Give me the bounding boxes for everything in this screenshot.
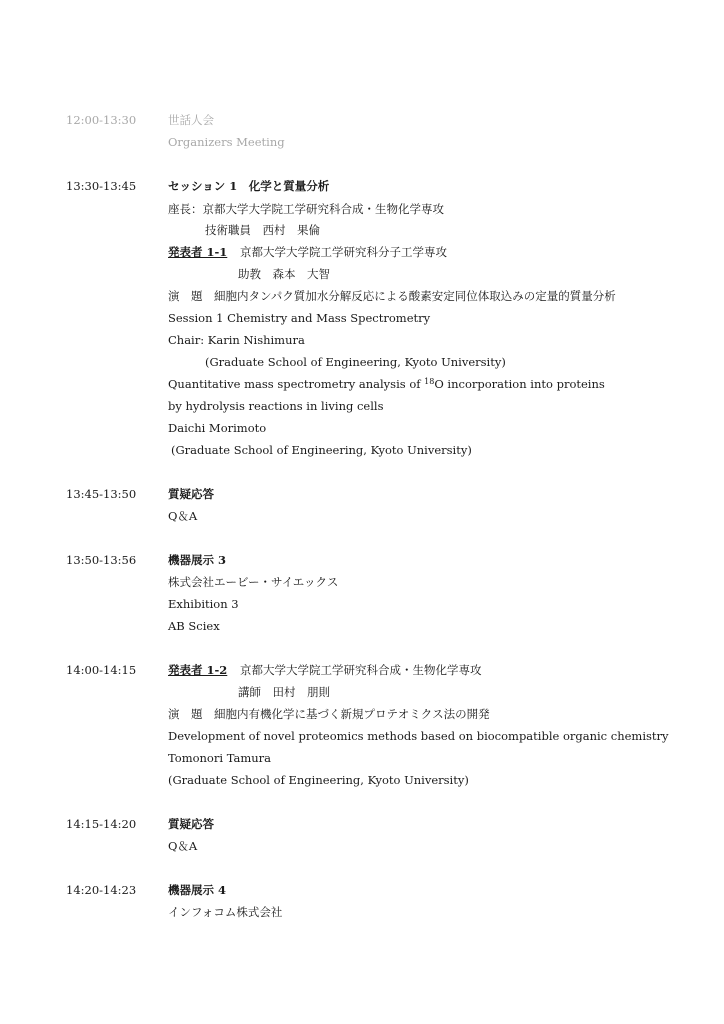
session-title-en: Session 1 Chemistry and Mass Spectrometry xyxy=(168,311,431,325)
exhibit-heading: 機器展示 4 xyxy=(168,883,227,897)
talk-title-en-pre: Quantitative mass spectrometry analysis of xyxy=(168,377,425,391)
talk-title-en-post: O incorporation into proteins xyxy=(434,377,605,391)
presenter-label: 発表者 1-1 xyxy=(168,245,228,259)
presenter-name-ja: 講師 田村 朋則 xyxy=(238,685,330,699)
time-slot: 14:20-14:23 xyxy=(66,883,137,897)
time-slot: 13:45-13:50 xyxy=(66,487,137,501)
session-heading: セッション 1 化学と質量分析 xyxy=(168,179,330,193)
chair-en: Chair: Karin Nishimura xyxy=(168,333,305,347)
speaker-affiliation-en: (Graduate School of Engineering, Kyoto University) xyxy=(171,443,472,457)
talk-title-en-line1 xyxy=(168,376,605,392)
presenter-name-ja: 助教 森本 大智 xyxy=(238,267,330,281)
talk-title-en: Development of novel proteomics methods based on biocompatible organic chemistry xyxy=(168,729,669,743)
exhibit-company-ja: インフォコム株式会社 xyxy=(168,905,283,919)
qa-heading: 質疑応答 xyxy=(168,487,214,501)
chair-affiliation-ja: 座長：京都大学大学院工学研究科合成・生物化学専攻 xyxy=(168,202,444,216)
presenter-affiliation-ja: 京都大学大学院工学研究科合成・生物化学専攻 xyxy=(240,663,482,677)
exhibit-heading: 機器展示 3 xyxy=(168,553,227,567)
exhibit-company-ja: 株式会社エービー・サイエックス xyxy=(168,575,339,589)
talk-title-ja: 演 題 細胞内タンパク質加水分解反応による酸素安定同位体取込みの定量的質量分析 xyxy=(168,289,616,303)
talk-title-en-line2: by hydrolysis reactions in living cells xyxy=(168,399,384,413)
qa-body: Q＆A xyxy=(168,839,198,853)
isotope-superscript: 18 xyxy=(424,377,435,386)
session-title-en: Organizers Meeting xyxy=(168,135,285,149)
time-slot: 13:30-13:45 xyxy=(66,179,137,193)
time-slot: 14:00-14:15 xyxy=(66,663,137,677)
talk-title-ja: 演 題 細胞内有機化学に基づく新規プロテオミクス法の開発 xyxy=(168,707,490,721)
presenter-label: 発表者 1-2 xyxy=(168,663,228,677)
time-slot: 12:00-13:30 xyxy=(66,113,137,127)
qa-body: Q＆A xyxy=(168,509,198,523)
exhibit-company-en: AB Sciex xyxy=(168,619,220,633)
session-title-ja: 世話人会 xyxy=(168,113,214,127)
exhibit-title-en: Exhibition 3 xyxy=(168,597,239,611)
speaker-en: Tomonori Tamura xyxy=(168,751,271,765)
chair-affiliation-en: (Graduate School of Engineering, Kyoto University) xyxy=(205,355,506,369)
time-slot: 14:15-14:20 xyxy=(66,817,137,831)
qa-heading: 質疑応答 xyxy=(168,817,214,831)
speaker-en: Daichi Morimoto xyxy=(168,421,267,435)
presenter-affiliation-ja: 京都大学大学院工学研究科分子工学専攻 xyxy=(240,245,447,259)
time-slot: 13:50-13:56 xyxy=(66,553,137,567)
speaker-affiliation-en: (Graduate School of Engineering, Kyoto University) xyxy=(168,773,469,787)
chair-name-ja: 技術職員 西村 果倫 xyxy=(205,223,320,237)
